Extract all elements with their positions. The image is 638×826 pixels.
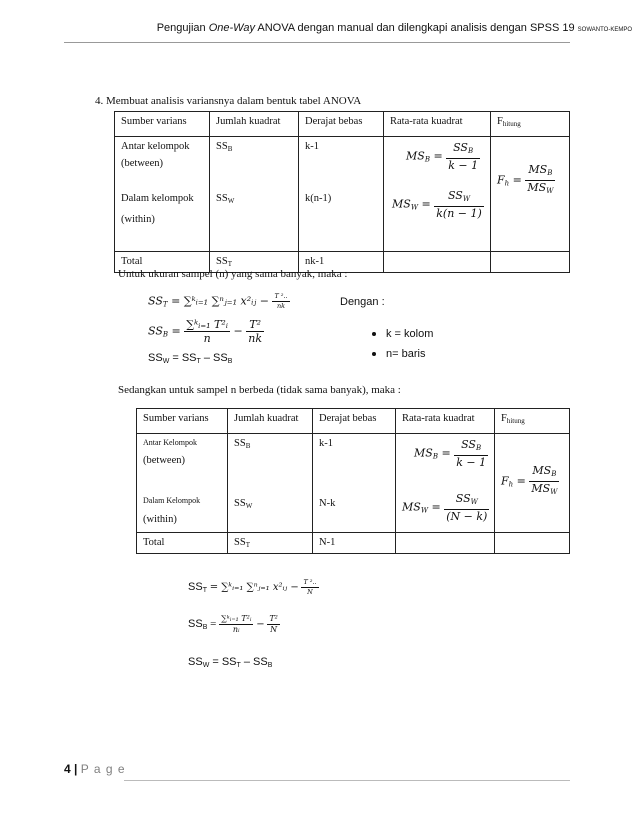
header-cell: Sumber varians (137, 409, 228, 434)
source-label: Dalam Kelompok (143, 496, 201, 505)
source-label-2: (between) (143, 455, 185, 466)
header-cell-f: $F_{hitung}$ (495, 409, 570, 434)
source-label-2: (between) (121, 158, 163, 169)
source-label: Total (115, 252, 210, 273)
header-cell: Derajat bebas (299, 112, 384, 137)
source-label: Dalam kelompok (121, 193, 194, 204)
source-label-2: (within) (143, 514, 177, 525)
fh-formula: $F_h$ = $\frac{MS_B}{MS_W}$ (497, 163, 554, 195)
f-sub: hitung (502, 120, 521, 128)
anova-table-equal (114, 111, 570, 273)
msw-formula: $MS_W$ = $\frac{SS_W}{(N - k)}$ (402, 492, 488, 523)
header-italic: One-Way (208, 22, 255, 34)
table-header-row (137, 409, 570, 434)
msw-formula: $MS_W$ = $\frac{SS_W}{k(n - 1)}$ (392, 189, 482, 220)
source-label: Total (137, 533, 228, 554)
header-cell: Derajat bebas (313, 409, 396, 434)
footer-separator: | (70, 762, 81, 776)
table-row-total (137, 533, 570, 554)
ss-cell (210, 137, 299, 252)
empty-cell (396, 533, 495, 554)
page-label: P a g e (80, 762, 126, 776)
bullet-dot-icon (372, 332, 376, 336)
ssb-unequal-formula: $SS_B$ = $\frac{\text{∑ᵏᵢ₌₁ T²ᵢ}}{\text{nᵢ}}$ − $\frac{\text{T²}}{N}$ (188, 614, 278, 634)
ssw-unequal-formula: $SS_W = SS_T - SS_B$ (188, 656, 273, 669)
empty-cell (384, 252, 491, 273)
ss-label: SS (216, 141, 228, 152)
page-header (0, 22, 632, 34)
source-label: Antar kelompok (121, 141, 190, 152)
msb-formula: $MS_B$ = $\frac{SS_B}{k - 1}$ (414, 438, 487, 469)
source-cell (137, 434, 228, 533)
bullet-item: n= baris (372, 348, 425, 360)
ss-cell: $SS_B$ $SS_W$ (228, 434, 313, 533)
ss-sub: B (227, 145, 233, 153)
f-cell (495, 434, 570, 533)
fh-formula: $F_h$ = $\frac{MS_B}{MS_W}$ (501, 464, 558, 496)
df-label: N-k (319, 498, 336, 509)
header-cell: Rata-rata kuadrat (396, 409, 495, 434)
equal-intro: Untuk ukuran sampel (n) yang sama banyak, maka : (118, 268, 348, 280)
ss-label: SS (216, 193, 228, 204)
header-prefix: Pengujian (156, 22, 209, 34)
df-label: k(n-1) (305, 193, 332, 204)
df-cell (299, 137, 384, 252)
ssb-equal-formula: $SS_B$ = $\frac{\text{∑ᵏᵢ₌₁ T²ᵢ}}{n}$ − $\frac{\text{T²}}{nk}$ (148, 318, 262, 345)
df-label: N-1 (313, 533, 396, 554)
ss-cell: $SS_T$ (228, 533, 313, 554)
page-footer (64, 762, 126, 776)
header-cell-f (491, 112, 570, 137)
ssw-equal-formula: $SS_W = SS_T - SS_B$ (148, 352, 233, 365)
header-rest: ANOVA dengan manual dan dilengkapi analisis dengan SPSS 19 (254, 22, 575, 34)
msb-formula: $MS_B$ = $\frac{SS_B}{k - 1}$ (406, 141, 479, 172)
header-author: SOWANTO-KEMPO (577, 27, 632, 33)
header-cell: Sumber varians (115, 112, 210, 137)
sst-equal-formula: $SS_T$ = ∑ᵏᵢ₌₁ ∑ⁿⱼ₌₁ x²ᵢⱼ − $\frac{\text{T ²..}}{nk}$ (148, 292, 288, 310)
f-cell (491, 137, 570, 252)
header-rule (64, 42, 570, 43)
df-cell (313, 434, 396, 533)
df-label: nk-1 (299, 252, 384, 273)
anova-table-unequal (136, 408, 570, 554)
sst-unequal-formula: $SS_T$ = ∑ᵏᵢ₌₁ ∑ⁿⱼ₌₁ x²ᵢⱼ − $\frac{\text{T ²..}}{N}$ (188, 578, 317, 596)
ms-cell (384, 137, 491, 252)
unequal-intro: Sedangkan untuk sampel n berbeda (tidak sama banyak), maka : (118, 384, 401, 396)
f-label: F (497, 116, 503, 127)
bullet-dot-icon (372, 352, 376, 356)
page-number: 4 (64, 762, 71, 776)
df-label: k-1 (319, 438, 333, 449)
dengan-label: Dengan : (340, 296, 385, 308)
footer-rule (124, 780, 570, 781)
source-label-2: (within) (121, 214, 155, 225)
source-label: Antar Kelompok (143, 438, 197, 447)
table-row (137, 434, 570, 533)
header-cell: Rata-rata kuadrat (384, 112, 491, 137)
source-cell (115, 137, 210, 252)
df-label: k-1 (305, 141, 319, 152)
header-cell: Jumlah kuadrat (210, 112, 299, 137)
ss-sub: W (227, 197, 235, 205)
table-header-row (115, 112, 570, 137)
header-cell: Jumlah kuadrat (228, 409, 313, 434)
empty-cell (491, 252, 570, 273)
ms-cell (396, 434, 495, 533)
empty-cell (495, 533, 570, 554)
ss-cell: $SS_T$ (210, 252, 299, 273)
table-row (115, 137, 570, 252)
step-title: 4. Membuat analisis variansnya dalam bentuk tabel ANOVA (95, 95, 362, 107)
bullet-item: k = kolom (372, 328, 433, 340)
